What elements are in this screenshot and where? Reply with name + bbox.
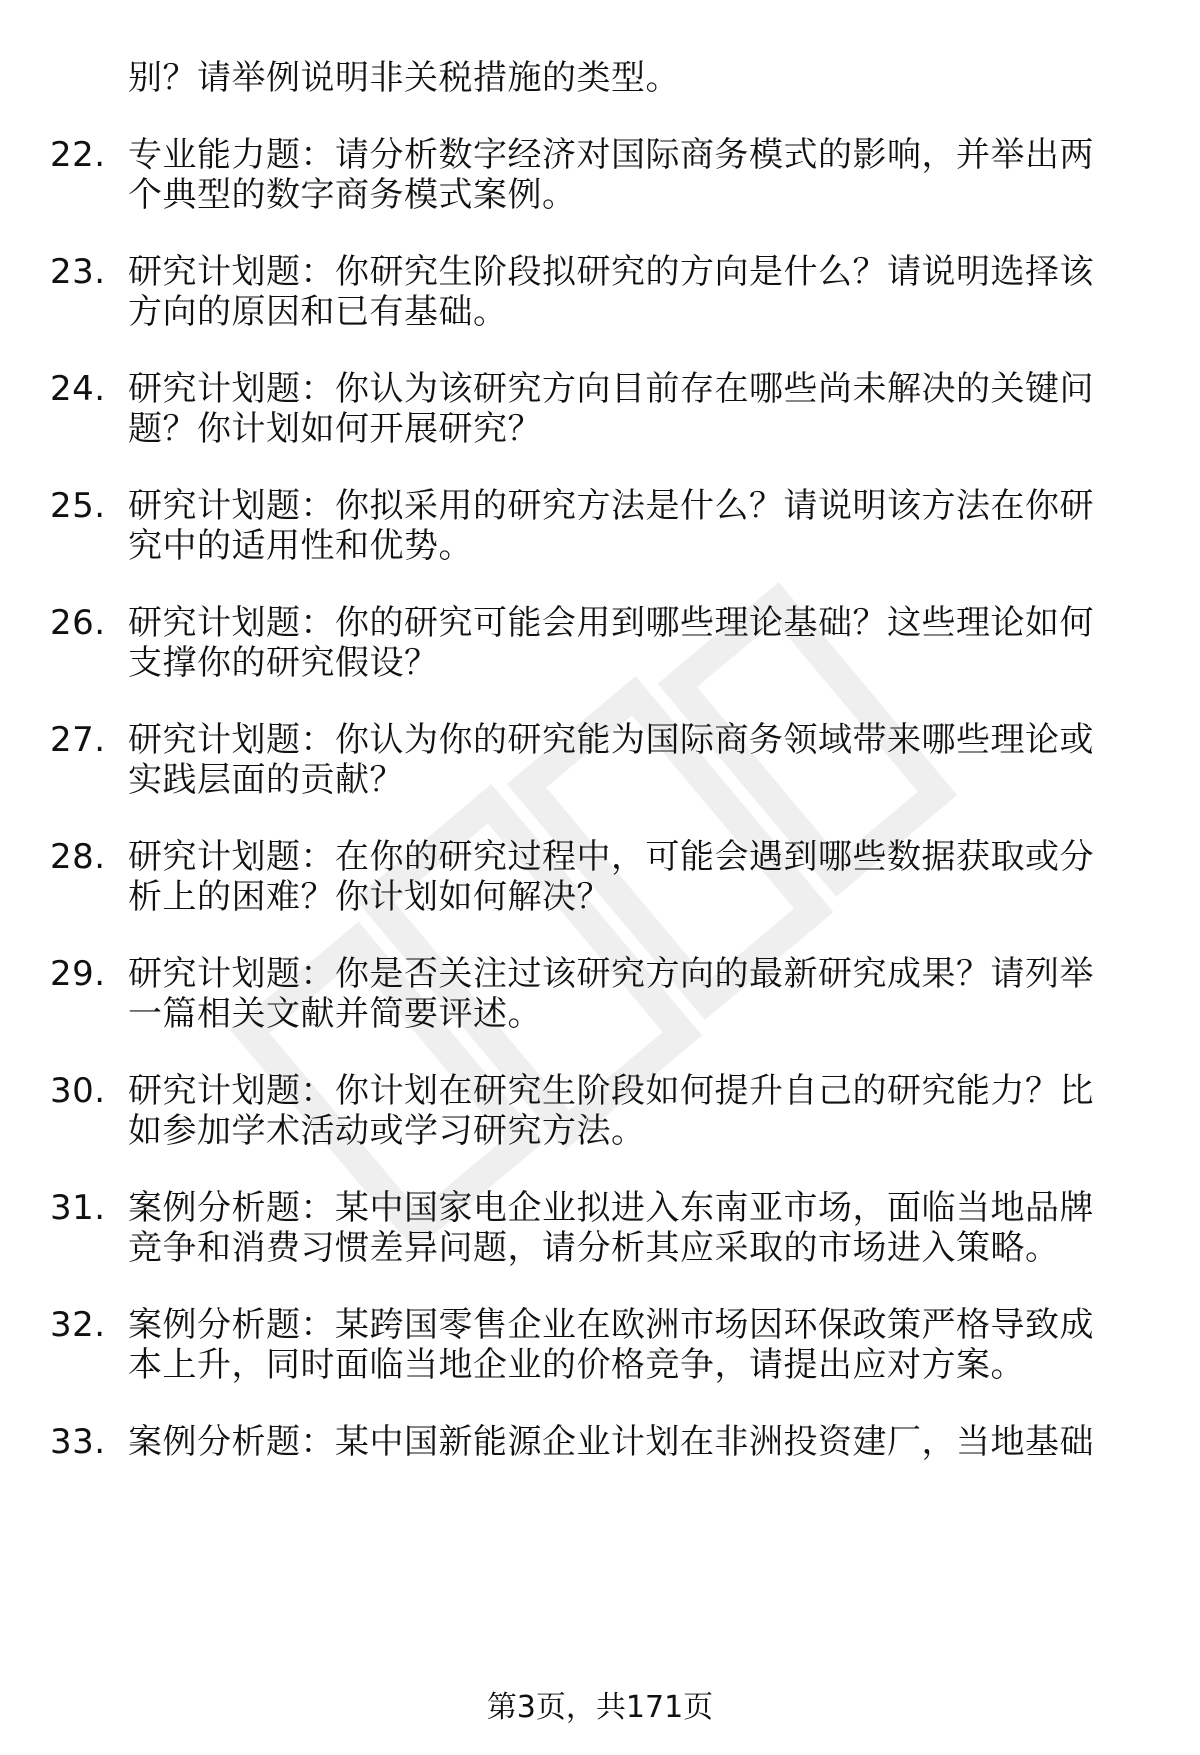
item-text-line: 专业能力题：请分析数字经济对国际商务模式的影响，并举出两 bbox=[128, 135, 1094, 175]
item-text-line: 实践层面的贡献？ bbox=[128, 760, 404, 800]
item-text-line: 研究计划题：在你的研究过程中，可能会遇到哪些数据获取或分 bbox=[128, 837, 1094, 877]
item-number: 32. bbox=[50, 1305, 106, 1345]
item-text-line: 研究计划题：你拟采用的研究方法是什么？请说明该方法在你研 bbox=[128, 486, 1094, 526]
item-number: 22. bbox=[50, 135, 106, 175]
item-text-line: 如参加学术活动或学习研究方法。 bbox=[128, 1111, 646, 1151]
item-number: 33. bbox=[50, 1422, 106, 1462]
item-text-line: 研究计划题：你是否关注过该研究方向的最新研究成果？请列举 bbox=[128, 954, 1094, 994]
item-text-line: 题？你计划如何开展研究？ bbox=[128, 409, 542, 449]
item-text-line: 研究计划题：你认为该研究方向目前存在哪些尚未解决的关键问 bbox=[128, 369, 1094, 409]
item-number: 28. bbox=[50, 837, 106, 877]
item-text-line: 案例分析题：某中国家电企业拟进入东南亚市场，面临当地品牌 bbox=[128, 1188, 1094, 1228]
item-text-line: 一篇相关文献并简要评述。 bbox=[128, 994, 542, 1034]
item-number: 25. bbox=[50, 486, 106, 526]
item-text-line: 本上升，同时面临当地企业的价格竞争，请提出应对方案。 bbox=[128, 1345, 1025, 1385]
item-text-line: 个典型的数字商务模式案例。 bbox=[128, 175, 577, 215]
item-number: 30. bbox=[50, 1071, 106, 1111]
item-number: 31. bbox=[50, 1188, 106, 1228]
item-number: 27. bbox=[50, 720, 106, 760]
item-text-line: 竞争和消费习惯差异问题，请分析其应采取的市场进入策略。 bbox=[128, 1228, 1060, 1268]
item-number: 23. bbox=[50, 252, 106, 292]
item-text-line: 案例分析题：某中国新能源企业计划在非洲投资建厂，当地基础 bbox=[128, 1422, 1094, 1462]
item-text-line: 案例分析题：某跨国零售企业在欧洲市场因环保政策严格导致成 bbox=[128, 1305, 1094, 1345]
item-number: 26. bbox=[50, 603, 106, 643]
continued-line: 别？请举例说明非关税措施的类型。 bbox=[128, 58, 680, 98]
page-footer: 第3页，共171页 bbox=[486, 1690, 714, 1725]
item-text-line: 研究计划题：你计划在研究生阶段如何提升自己的研究能力？比 bbox=[128, 1071, 1094, 1111]
item-text-line: 究中的适用性和优势。 bbox=[128, 526, 473, 566]
item-number: 29. bbox=[50, 954, 106, 994]
item-text-line: 析上的困难？你计划如何解决？ bbox=[128, 877, 611, 917]
item-text-line: 支撑你的研究假设？ bbox=[128, 643, 439, 683]
item-text-line: 研究计划题：你认为你的研究能为国际商务领域带来哪些理论或 bbox=[128, 720, 1094, 760]
item-text-line: 方向的原因和已有基础。 bbox=[128, 292, 508, 332]
item-number: 24. bbox=[50, 369, 106, 409]
item-text-line: 研究计划题：你的研究可能会用到哪些理论基础？这些理论如何 bbox=[128, 603, 1094, 643]
item-text-line: 研究计划题：你研究生阶段拟研究的方向是什么？请说明选择该 bbox=[128, 252, 1094, 292]
